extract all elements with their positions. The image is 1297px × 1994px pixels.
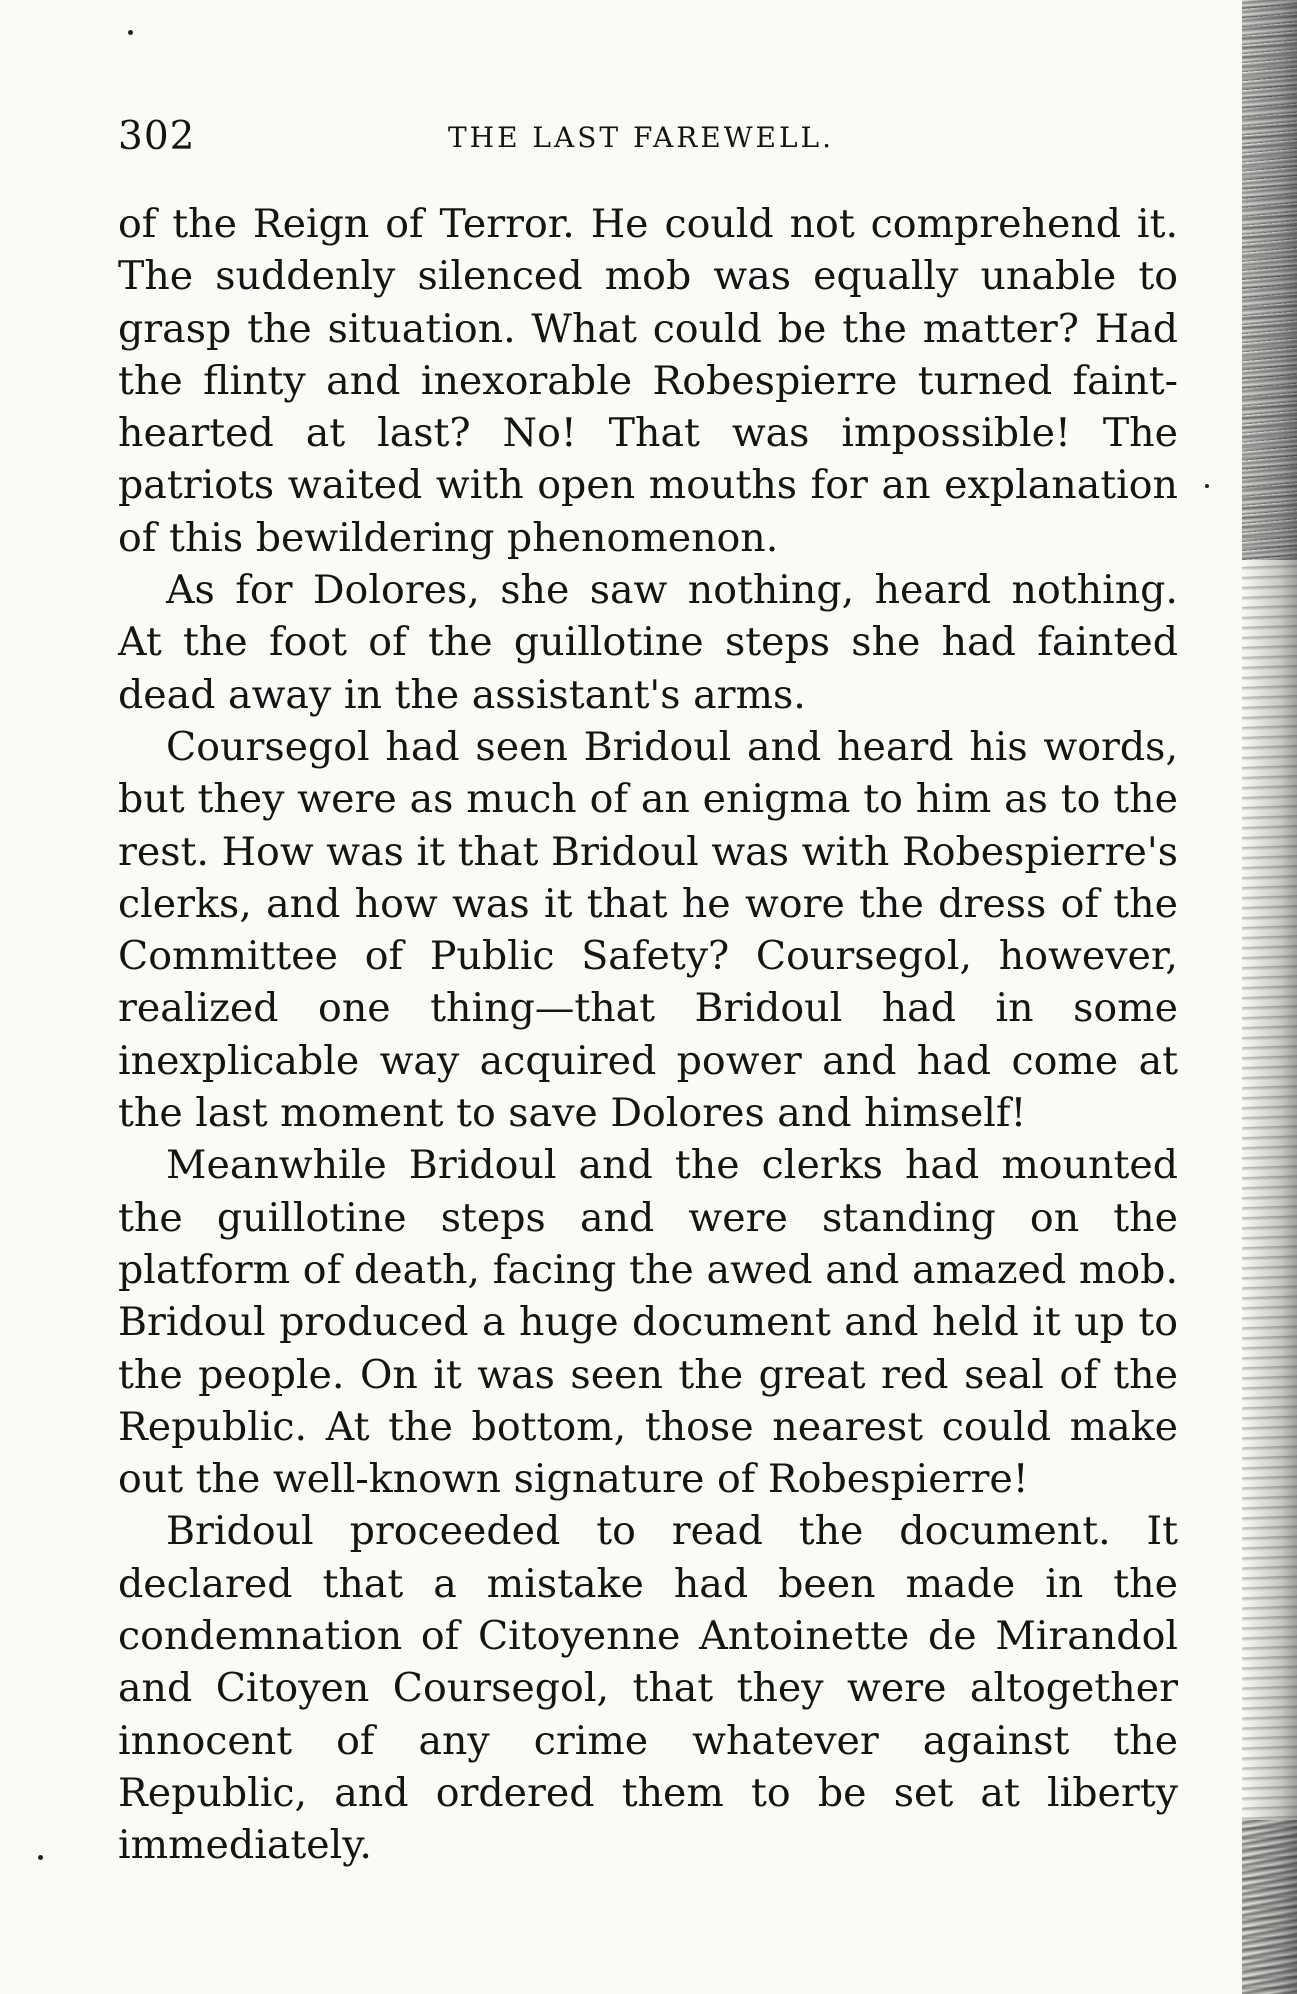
ink-speck: [128, 30, 133, 35]
page-number: 302: [118, 114, 196, 159]
body-text: [118, 198, 1178, 1872]
paragraph-4: Meanwhile Bridoul and the clerks had mounted the guillotine steps and were standing on the platform of death, facing the awed and amazed mob. Bridoul produced a huge document and held it up to the people. On it was seen the great red seal of the Republic. At the bottom, those nearest could make out the well-known signature of Robespierre!: [118, 1142, 1178, 1503]
ink-speck: [38, 1855, 43, 1860]
paragraph-5: Bridoul proceeded to read the document. It declared that a mistake had been made in the condemnation of Citoyenne Antoinette de Mirandol and Citoyen Coursegol, that they were altogether innocent of any crime whatever against the Republic, and ordered them to be set at liberty immediately.: [118, 1508, 1178, 1869]
running-title: THE LAST FAREWELL.: [448, 121, 835, 154]
paragraph-2: As for Dolores, she saw nothing, heard nothing. At the foot of the guillotine steps she had fainted dead away in the assistant's arms.: [118, 567, 1178, 718]
paragraph-1: of the Reign of Terror. He could not comprehend it. The suddenly silenced mob was equally unable to grasp the situation. What could be the matter? Had the flinty and inexorable Robespierre turned faint-hearted at last? No! That was impossible! The patriots waited with open mouths for an explanation of this bewildering phenomenon.: [118, 201, 1178, 561]
running-header: [118, 112, 1178, 162]
page-edge-shadow-top: [1242, 0, 1297, 560]
ink-speck: [1205, 484, 1209, 488]
page-edge-shadow-bottom: [1242, 1820, 1297, 1994]
paragraph-3: Coursegol had seen Bridoul and heard his words, but they were as much of an enigma to him as to the rest. How was it that Bridoul was with Robespierre's clerks, and how was it that he wore the dress of the Committee of Public Safety? Coursegol, however, realized one thing—that Bridoul had in some inexplicable way acquired power and had come at the last moment to save Dolores and himself!: [118, 723, 1178, 1137]
